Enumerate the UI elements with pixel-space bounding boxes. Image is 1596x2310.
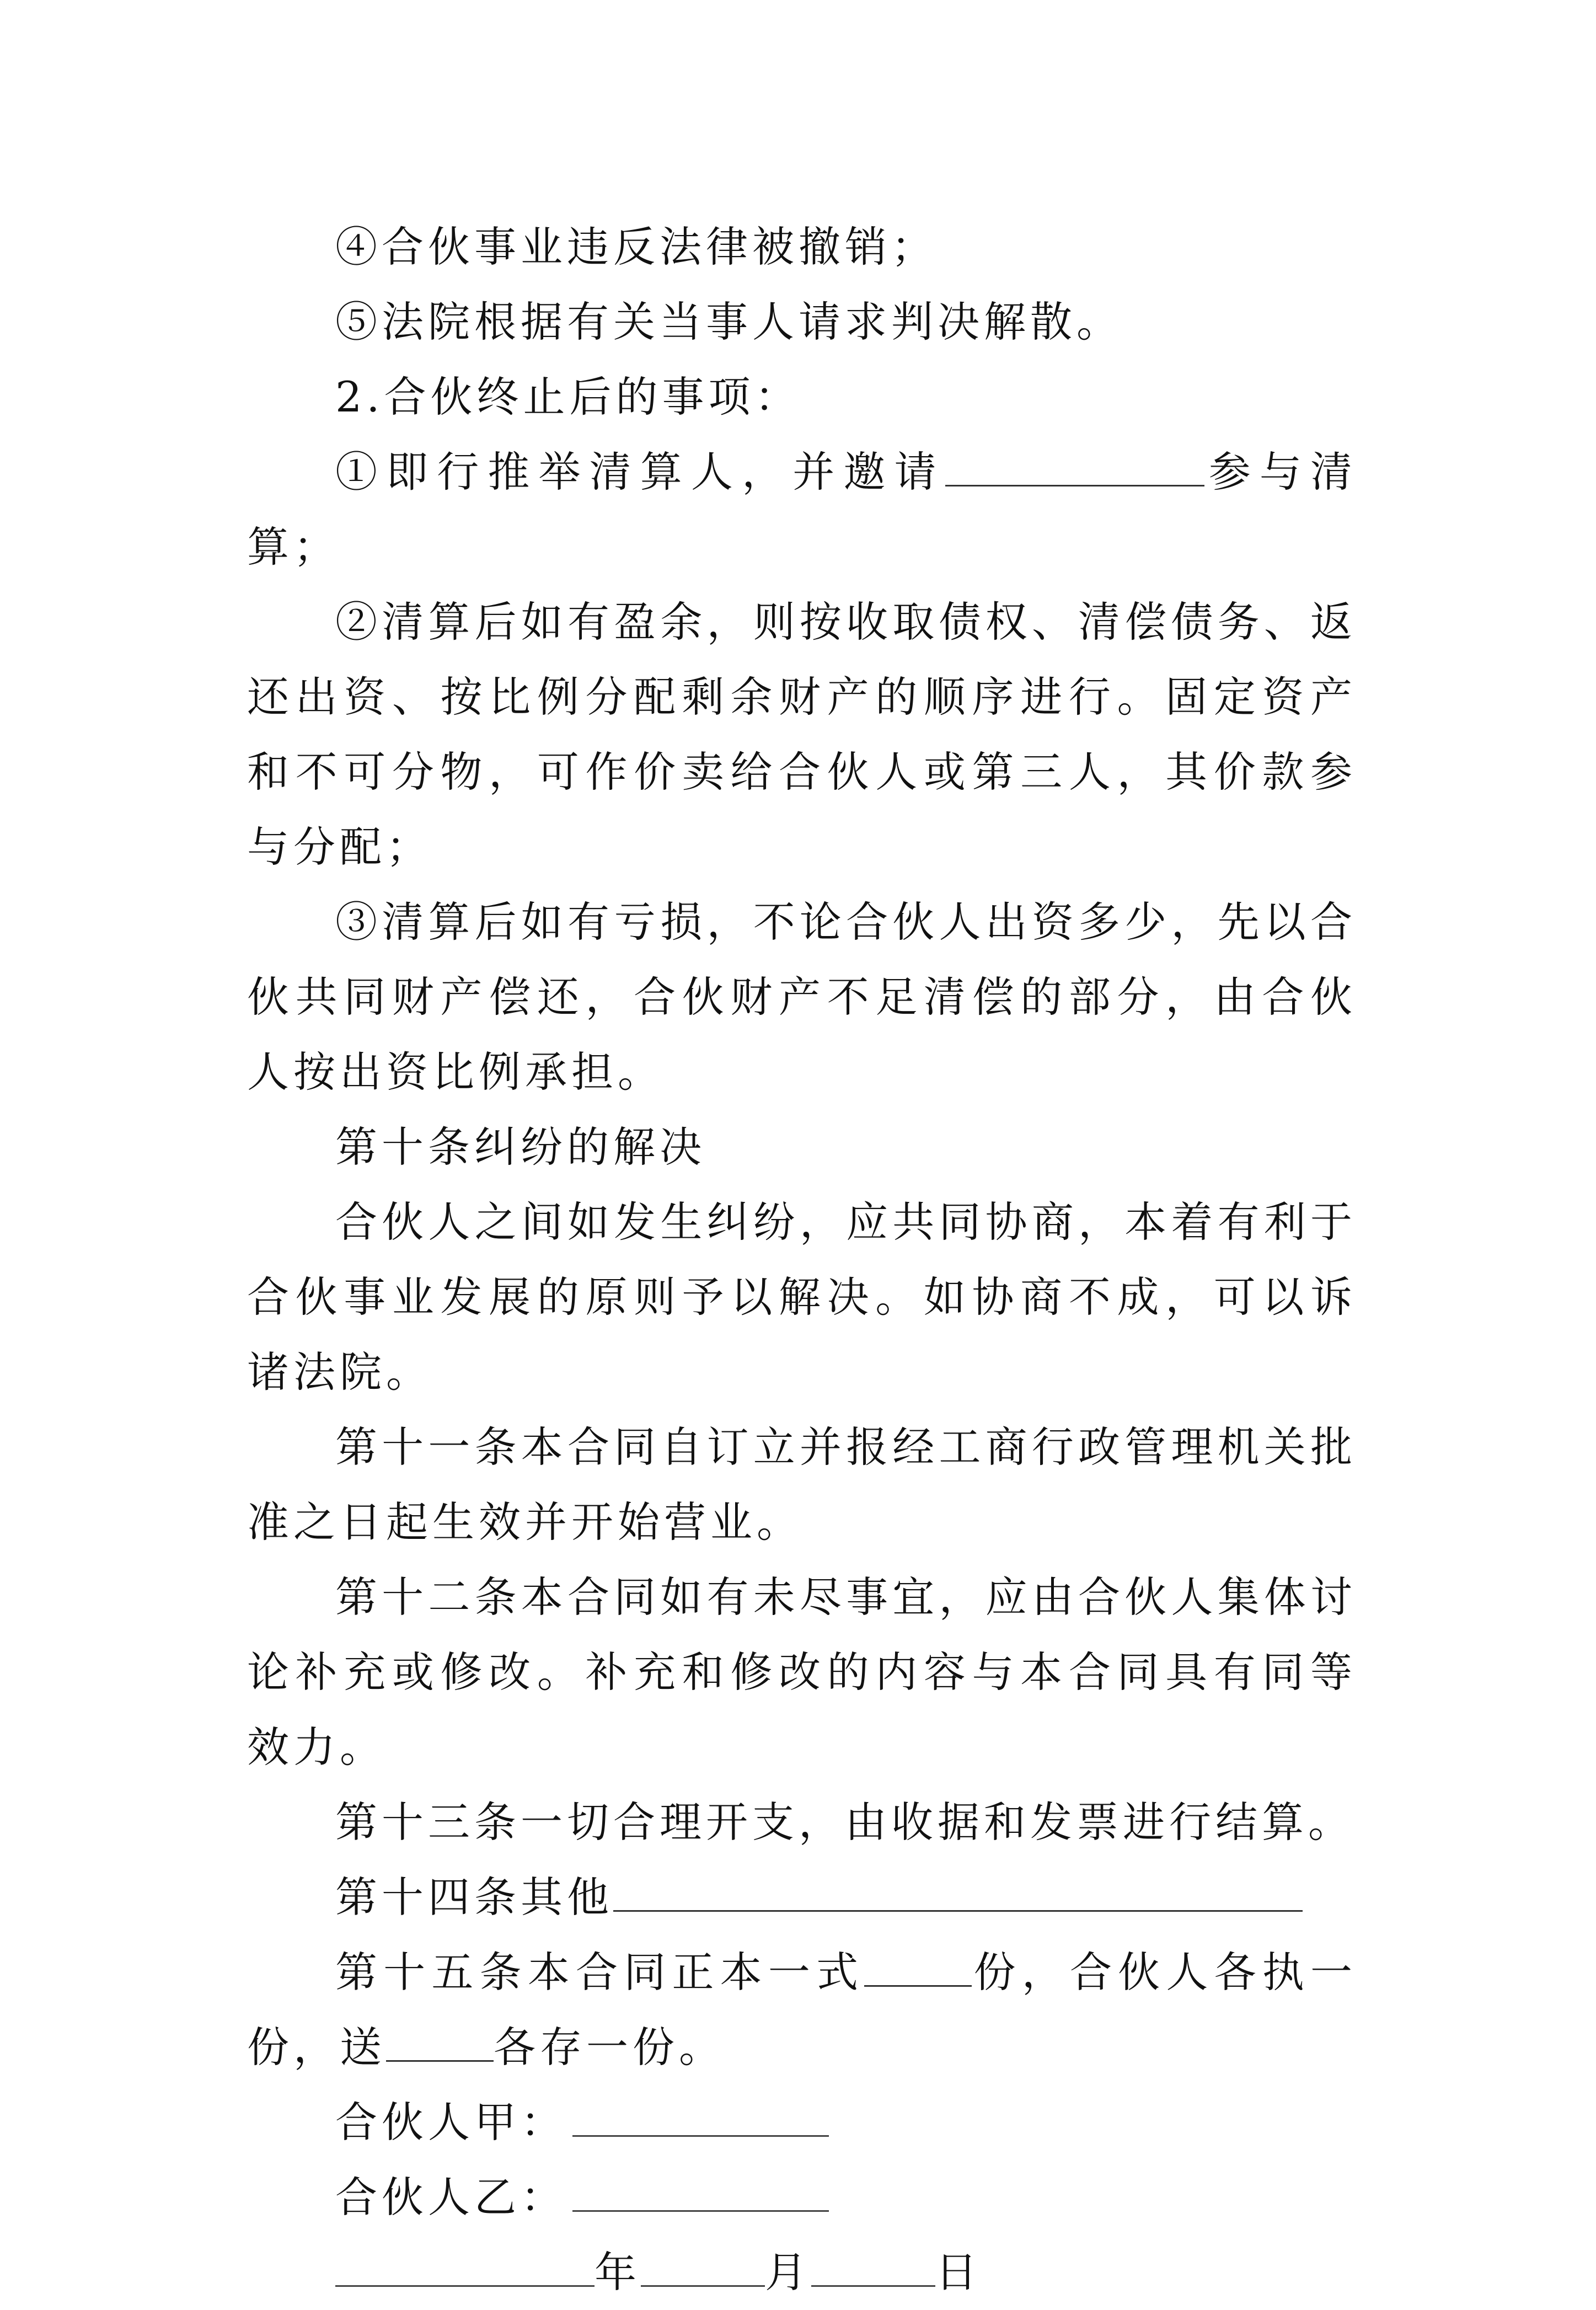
fill-blank-recipient[interactable] (386, 2026, 494, 2062)
article-12 (247, 1560, 1357, 1785)
paragraph-dispute (247, 1185, 1357, 1410)
day-label: 日 (935, 2248, 982, 2297)
fill-blank-other-terms[interactable] (613, 1876, 1303, 1912)
year-label: 年 (595, 2248, 641, 2297)
label: 合伙人乙： (335, 2173, 567, 2222)
paragraph-dissolution-illegal (247, 210, 1357, 285)
paragraph-dissolution-court (247, 285, 1357, 360)
text: 第十五条本合同正本一式 (335, 1948, 865, 1997)
text: 份，合伙人各执一份，送 (247, 1948, 1357, 2072)
label: 合伙人甲： (335, 2098, 567, 2147)
paragraph-after-termination-heading (247, 360, 1357, 435)
signature-partner-b (247, 2160, 1357, 2235)
fill-blank-day[interactable] (811, 2251, 935, 2287)
text: ③清算后如有亏损，不论合伙人出资多少，先以合伙共同财产偿还，合伙财产不足清偿的部分，由合伙人按出资比例承担。 (247, 897, 1357, 1097)
text: 参与清算； (247, 447, 1357, 571)
signature-line-partner-a[interactable] (572, 2101, 829, 2137)
text: ①即行推举清算人，并邀请 (335, 447, 945, 496)
text: 第十四条其他 (335, 1873, 613, 1922)
fill-blank-liquidation-participant[interactable] (945, 451, 1204, 486)
document-body (247, 210, 1357, 2310)
text: 第十条纠纷的解决 (335, 1122, 706, 1172)
fill-blank-year[interactable] (335, 2251, 595, 2287)
text: 合伙人之间如发生纠纷，应共同协商，本着有利于合伙事业发展的原则予以解决。如协商不成，可以诉诸法院。 (247, 1197, 1357, 1397)
article-15 (247, 1935, 1357, 2085)
text: 第十二条本合同如有未尽事宜，应由合伙人集体讨论补充或修改。补充和修改的内容与本合同具有同等效力。 (247, 1573, 1357, 1772)
article-10-heading (247, 1110, 1357, 1185)
month-label: 月 (765, 2248, 811, 2297)
signature-line-partner-b[interactable] (572, 2176, 829, 2212)
paragraph-loss (247, 885, 1357, 1110)
text: ②清算后如有盈余，则按收取债权、清偿债务、返还出资、按比例分配剩余财产的顺序进行。固定资产和不可分物，可作价卖给合伙人或第三人，其价款参与分配； (247, 597, 1357, 871)
date-line (247, 2235, 1357, 2310)
text: 第十一条本合同自订立并报经工商行政管理机关批准之日起生效并开始营业。 (247, 1423, 1357, 1547)
fill-blank-month[interactable] (641, 2251, 765, 2287)
article-14 (247, 1860, 1357, 1935)
article-11 (247, 1410, 1357, 1560)
paragraph-surplus (247, 585, 1357, 885)
article-13 (247, 1785, 1357, 1860)
text: ⑤法院根据有关当事人请求判决解散。 (335, 297, 1123, 346)
signature-partner-a (247, 2085, 1357, 2160)
text: ④合伙事业违反法律被撤销； (335, 222, 938, 271)
fill-blank-copies-count[interactable] (864, 1951, 972, 1987)
text: 第十三条一切合理开支，由收据和发票进行结算。 (335, 1798, 1354, 1847)
text: 2.合伙终止后的事项： (335, 372, 801, 421)
paragraph-liquidator (247, 435, 1357, 585)
text: 各存一份。 (494, 2023, 725, 2072)
